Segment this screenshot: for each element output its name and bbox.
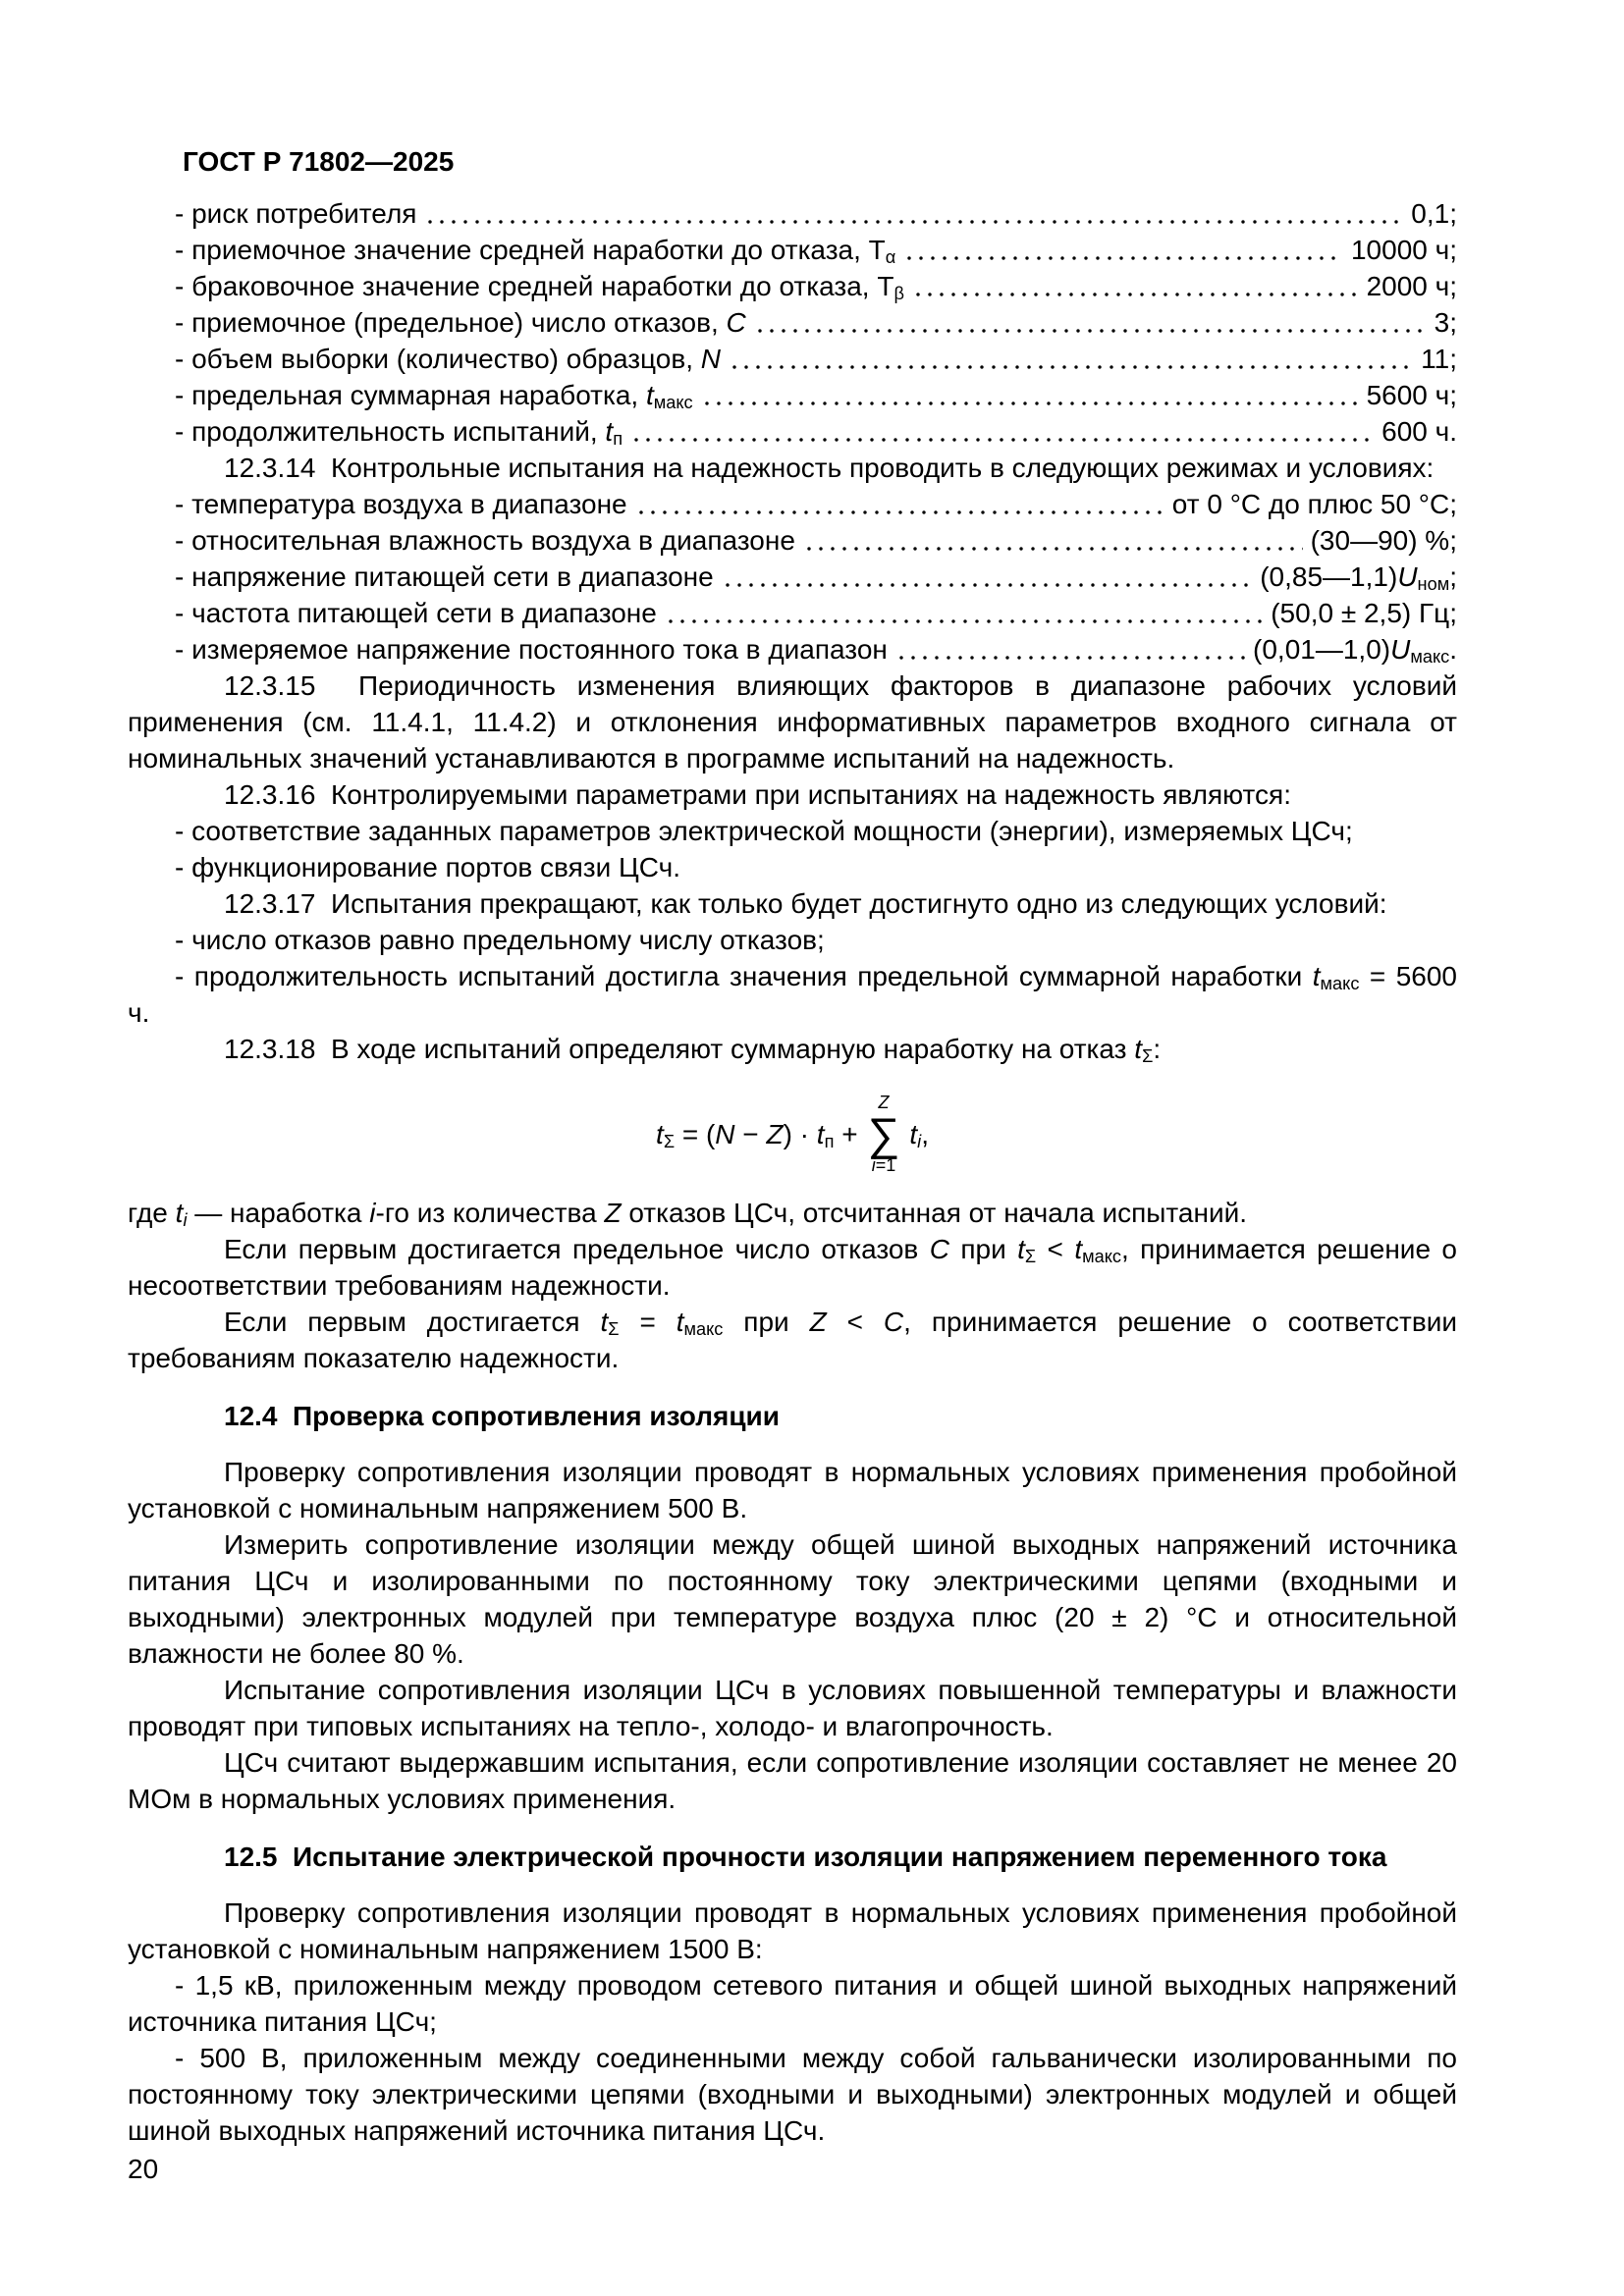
paragraph-12-4-b: Измерить сопротивление изоляции между общей шиной выходных напряжений источника питания ЦСч и изолированными по постоянному току электрическими цепями (входными и выходными) электронных модулей при температуре воздуха плюс (20 ± 2) °С и относительной влажности не более 80 %. [128, 1529, 1457, 1669]
dot-leader [635, 510, 1164, 514]
formula-rhs: $t_i$, [909, 1118, 929, 1151]
dot-leader [665, 619, 1263, 623]
sigma-upper-limit: Z [878, 1093, 890, 1112]
section-heading-12-5: 12.5 Испытание электрической прочности изоляции напряжением переменного тока [224, 1842, 1387, 1872]
paragraph-12-5-a: Проверку сопротивления изоляции проводят в нормальных условиях применения пробойной установкой с номинальным напряжением 1500 В: [128, 1897, 1457, 1964]
dot-leader [912, 293, 1359, 296]
param-value: 11; [1421, 344, 1457, 374]
param-line [128, 268, 1457, 304]
param-value: 5600 ч; [1366, 380, 1457, 410]
param-line [128, 341, 1457, 377]
param-line [128, 377, 1457, 413]
param-line [128, 195, 1457, 232]
dot-leader [630, 438, 1374, 442]
paragraph-decision-pass: Если первым достигается $t_\Sigma = t_{макс}$ при Z < С, принимается решение о соответствии требованиям показателю надежности. [128, 1307, 1457, 1373]
list-item-test-duration: - продолжительность испытаний достигла значения предельной суммарной наработки $t_{макс} = 5600$ ч. [128, 961, 1457, 1028]
dot-leader [803, 547, 1303, 551]
dot-leader [424, 220, 1403, 224]
paragraph-12-3-18: 12.3.18 В ходе испытаний определяют суммарную наработку на отказ $t_\Sigma$: [224, 1034, 1162, 1066]
paragraph-12-4-d: ЦСч считают выдержавшим испытания, если сопротивление изоляции составляет не менее 20 МОм в нормальных условиях применения. [128, 1747, 1457, 1814]
param-line [128, 304, 1457, 341]
paragraph-formula-legend: где $t_i$ — наработка i-го из количества Z отказов ЦСч, отсчитанная от начала испытаний. [128, 1198, 1248, 1230]
condition-line [128, 595, 1457, 631]
sigma-lower-limit: i=1 [871, 1155, 896, 1175]
params-list [128, 195, 1457, 450]
param-line [128, 413, 1457, 450]
condition-value: от 0 °С до плюс 50 °С; [1171, 489, 1457, 519]
condition-label: - температура воздуха в диапазоне [175, 489, 627, 519]
condition-label: - частота питающей сети в диапазоне [175, 598, 657, 628]
paragraph-12-3-16: 12.3.16 Контролируемыми параметрами при испытаниях на надежность являются: [224, 779, 1291, 810]
list-item-failure-count: - число отказов равно предельному числу отказов; [175, 925, 825, 955]
param-value: 10000 ч; [1350, 235, 1457, 265]
dot-leader [903, 256, 1343, 260]
dot-leader [895, 656, 1245, 660]
condition-label: - относительная влажность воздуха в диапазоне [175, 525, 795, 556]
running-header: ГОСТ Р 71802—2025 [183, 146, 455, 177]
dot-leader [722, 583, 1253, 587]
condition-line [128, 522, 1457, 559]
param-value: 3; [1434, 307, 1457, 338]
paragraph-12-4-c: Испытание сопротивления изоляции ЦСч в условиях повышенной температуры и влажности проводят при типовых испытаниях на тепло-, холодо- и влагопрочность. [128, 1675, 1457, 1741]
param-value: 2000 ч; [1366, 271, 1457, 301]
list-item-comm-ports: - функционирование портов связи ЦСч. [175, 852, 681, 882]
param-label: - риск потребителя [175, 198, 417, 229]
condition-value: (50,0 ± 2,5) Гц; [1271, 598, 1457, 628]
param-line [128, 232, 1457, 268]
list-item-500v: - 500 В, приложенным между соединенными между собой гальванически изолированными по постоянному току электрическими цепями (входными и выходными) электронных модулей и общей шиной выходных напряжений источника питания ЦСч. [128, 2043, 1457, 2146]
paragraph-decision-fail: Если первым достигается предельное число отказов С при $t_\Sigma < t_{макс}$, принимается решение о несоответствии требованиям надежности. [128, 1234, 1457, 1301]
paragraph-12-3-14: 12.3.14 Контрольные испытания на надежность проводить в следующих режимах и условиях: [224, 453, 1435, 483]
condition-line [128, 559, 1457, 595]
condition-value: (30—90) %; [1310, 525, 1457, 556]
param-label: - предельная суммарная наработка, $t_{макс}$ [175, 380, 693, 412]
formula-container [128, 1093, 1457, 1175]
formula-lhs: $t_\Sigma = (N - Z) \cdot t_п$ + [656, 1118, 858, 1151]
total-operating-time-formula [656, 1093, 929, 1175]
param-label: - приемочное значение средней наработки до отказа, $Т_\alpha$ [175, 235, 896, 267]
param-label: - браковочное значение средней наработки до отказа, $Т_\beta$ [175, 271, 904, 303]
condition-line [128, 631, 1457, 667]
list-item-1-5kv: - 1,5 кВ, приложенным между проводом сетевого питания и общей шиной выходных напряжений источника питания ЦСч; [128, 1970, 1457, 2037]
param-label: - приемочное (предельное) число отказов, С [175, 307, 746, 338]
list-item-power-params: - соответствие заданных параметров электрической мощности (энергии), измеряемых ЦСч; [175, 816, 1353, 846]
dot-leader [701, 401, 1359, 405]
paragraph-12-3-17: 12.3.17 Испытания прекращают, как только будет достигнуто одно из следующих условий: [224, 888, 1387, 919]
dot-leader [729, 365, 1413, 369]
param-value: 0,1; [1411, 198, 1457, 229]
paragraph-12-4-a: Проверку сопротивления изоляции проводят в нормальных условиях применения пробойной установкой с номинальным напряжением 500 В. [128, 1457, 1457, 1523]
sigma-symbol: ∑ [867, 1108, 900, 1159]
param-value: 600 ч. [1381, 416, 1457, 447]
condition-value: $(0,01—1,0)U_{макс}$. [1253, 634, 1457, 667]
condition-label: - измеряемое напряжение постоянного тока в диапазон [175, 634, 888, 665]
conditions-list [128, 486, 1457, 667]
param-label: - продолжительность испытаний, $t_п$ [175, 416, 623, 449]
page-number: 20 [128, 2154, 159, 2184]
dot-leader [754, 329, 1427, 333]
sigma-operator [868, 1093, 900, 1175]
paragraph-12-3-15: 12.3.15 Периодичность изменения влияющих факторов в диапазоне рабочих условий применения (см. 11.4.1, 11.4.2) и отклонения информативных параметров входного сигнала от номинальных значений устанавливаются в программе испытаний на надежность. [128, 670, 1457, 774]
section-heading-12-4: 12.4 Проверка сопротивления изоляции [224, 1401, 780, 1431]
condition-label: - напряжение питающей сети в диапазоне [175, 561, 714, 592]
param-label: - объем выборки (количество) образцов, N [175, 344, 722, 374]
condition-value: $(0,85—1,1)U_{ном}$; [1260, 561, 1457, 594]
condition-line [128, 486, 1457, 522]
